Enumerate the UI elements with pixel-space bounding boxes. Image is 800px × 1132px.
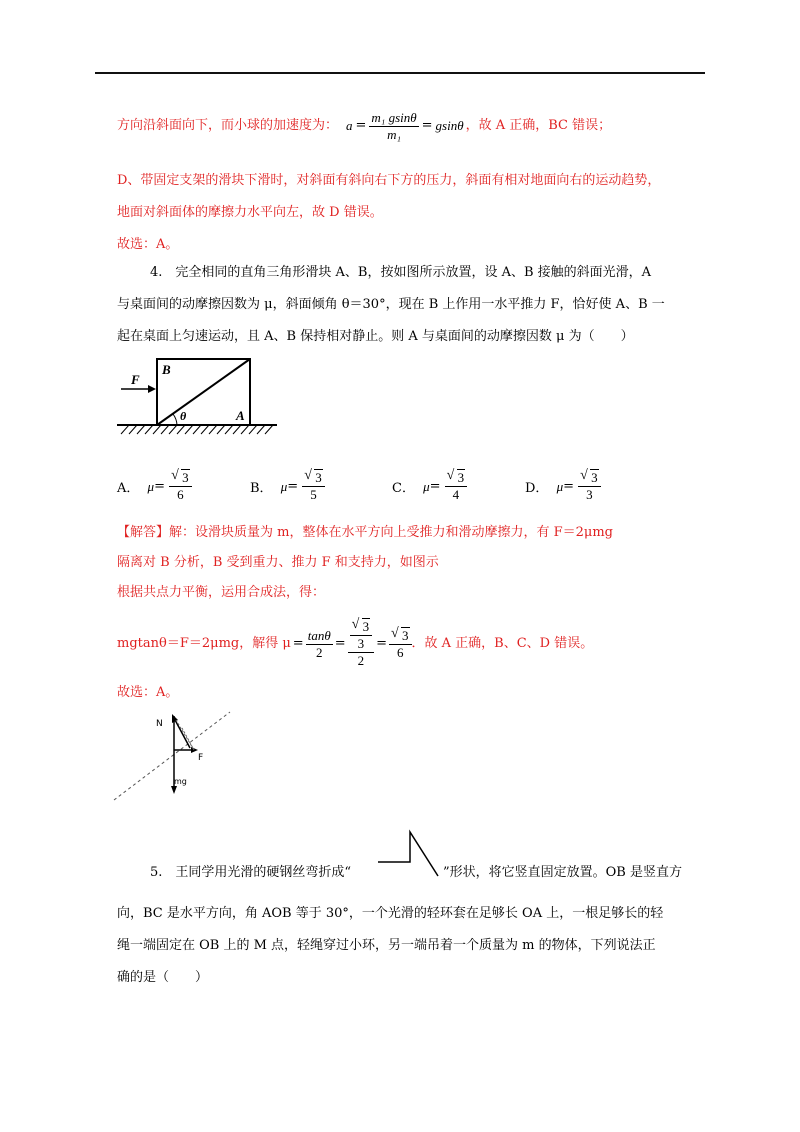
option-c-letter: C． <box>392 481 415 496</box>
q5-line-1-post: ”形状，将它竖直固定放置。OB 是竖直方 <box>443 865 682 880</box>
header-rule <box>95 72 705 74</box>
label-N: N <box>156 719 163 729</box>
solution-line-2: 隔离对 B 分析，B 受到重力、推力 F 和支持力，如图示 <box>117 555 439 570</box>
solution-answer: 故选：A。 <box>117 685 179 700</box>
option-c-fraction: √ 3 4 <box>445 470 468 503</box>
formula-rhs: gsinθ <box>435 118 464 133</box>
option-c[interactable] <box>392 470 467 503</box>
option-b-fraction: √ 3 5 <box>302 470 325 503</box>
d-line-2: 地面对斜面体的摩擦力水平向左，故 D 错误。 <box>117 205 383 220</box>
eq-prefix: mgtanθ＝F＝2μmg，解得 μ <box>117 636 291 651</box>
q5-line-1-pre: 5. 王同学用光滑的硬钢丝弯折成“ <box>150 865 352 880</box>
formula-prefix: 方向沿斜面向下，而小球的加速度为： <box>117 118 339 133</box>
solution-equation: mgtanθ＝F＝2μmg，解得 μ = $\frac{\tan\theta}{2}$ = √ 3 3 2 = √ 3 6 ．故 A 正确，B、C、D 错误。 <box>117 617 594 668</box>
option-d-radicand: 3 <box>591 470 598 485</box>
eq-frac-1-den: 2 <box>315 644 323 660</box>
option-b[interactable] <box>250 470 325 503</box>
option-d-letter: D． <box>525 481 549 496</box>
q4-line-2: 与桌面间的动摩擦因数为 μ，斜面倾角 θ＝30°，现在 B 上作用一水平推力 F，恰好使 A、B 一 <box>117 297 665 312</box>
q5-line-2: 向，BC 是水平方向，角 AOB 等于 30°，一个光滑的轻环套在足够长 OA 上，一根足够长的轻 <box>117 906 664 921</box>
eq-frac-2: √ 3 3 2 <box>348 619 375 669</box>
option-d[interactable] <box>525 470 601 503</box>
option-a-fraction: √ 3 6 <box>169 470 192 503</box>
option-d-den: 3 <box>586 487 593 502</box>
option-a[interactable] <box>117 470 192 503</box>
bent-wire-shape <box>372 826 444 878</box>
q4-line-3: 起在桌面上匀速运动，且 A、B 保持相对静止。则 A 与桌面间的动摩擦因数 μ 为（ ） <box>117 329 634 344</box>
option-c-radicand: 3 <box>457 470 465 485</box>
eq-frac-2-inner-den: 3 <box>357 636 365 651</box>
eq-frac-3: √ 3 6 <box>389 628 412 661</box>
formula-fraction <box>369 110 418 143</box>
label-A: A <box>236 408 245 423</box>
eq-frac-2-inner-num: 3 <box>362 619 370 634</box>
eq-frac-2-den: 2 <box>357 653 365 668</box>
option-b-letter: B． <box>250 481 273 496</box>
f-arrow-head <box>191 747 198 753</box>
option-d-eq: = <box>563 479 575 494</box>
eq-frac-1-num: tanθ <box>307 627 331 643</box>
option-a-eq: = <box>154 479 165 494</box>
option-b-eq: = <box>287 479 299 494</box>
construction-line-1 <box>176 720 194 750</box>
eq-suffix: ．故 A 正确，B、C、D 错误。 <box>411 636 594 651</box>
label-B: B <box>162 362 171 377</box>
label-F-force: F <box>198 753 204 763</box>
option-d-fraction: √ 3 3 <box>578 470 601 503</box>
formula-denominator: m₁ <box>387 126 401 142</box>
option-b-mu: μ <box>280 478 288 494</box>
q5-line-4: 确的是（ ） <box>117 970 209 985</box>
label-mg: mg <box>174 777 187 786</box>
formula-numerator: m₁ gsinθ <box>371 109 417 125</box>
q4-line-1: 4. 完全相同的直角三角形滑块 A、B，按如图所示放置，设 A、B 接触的斜面光滑，A <box>150 265 652 280</box>
formula-eq1: = <box>355 118 367 133</box>
d-line-1: D、带固定支架的滑块下滑时，对斜面有斜向右下方的压力，斜面有相对地面向右的运动趋势， <box>117 173 661 188</box>
option-d-mu: μ <box>556 478 564 494</box>
q4-block-figure <box>117 354 282 439</box>
solution-text-1: 解：设滑块质量为 m，整体在水平方向上受推力和滑动摩擦力，有 F＝2μmg <box>169 525 613 540</box>
option-c-eq: = <box>429 479 441 494</box>
label-theta: θ <box>180 409 187 423</box>
acceleration-formula-line <box>117 104 611 148</box>
eq-frac-3-den: 6 <box>397 644 404 660</box>
option-c-den: 4 <box>452 487 460 502</box>
formula-a: a <box>346 118 353 133</box>
answer-1: 故选：A。 <box>117 237 179 252</box>
solution-tag: 【解答】 <box>117 525 170 540</box>
q5-line-3: 绳一端固定在 OB 上的 M 点，轻绳穿过小环，另一端吊着一个质量为 m 的物体，下列说法正 <box>117 938 656 953</box>
eq-frac-1 <box>306 628 333 661</box>
option-a-letter: A． <box>117 481 140 496</box>
solution-line-1 <box>117 524 613 542</box>
force-diagram <box>110 708 235 804</box>
formula-eq2: = <box>421 118 433 133</box>
label-F: F <box>131 372 140 387</box>
angle-arc <box>173 414 177 425</box>
eq-frac-3-num: 3 <box>402 627 409 643</box>
construction-line-2 <box>182 728 194 750</box>
option-b-den: 5 <box>310 487 317 502</box>
option-a-radicand: 3 <box>182 470 189 485</box>
formula-suffix: ，故 A 正确，BC 错误； <box>465 118 612 133</box>
force-arrow-head <box>148 385 156 393</box>
option-c-mu: μ <box>423 478 430 494</box>
n-arrow <box>174 718 190 748</box>
option-a-mu: μ <box>147 478 155 494</box>
solution-line-3: 根据共点力平衡，运用合成法，得： <box>117 585 326 600</box>
option-b-radicand: 3 <box>315 470 322 485</box>
mg-arrow-head <box>171 786 177 794</box>
ground-hatching <box>121 425 273 434</box>
option-a-den: 6 <box>177 487 184 502</box>
